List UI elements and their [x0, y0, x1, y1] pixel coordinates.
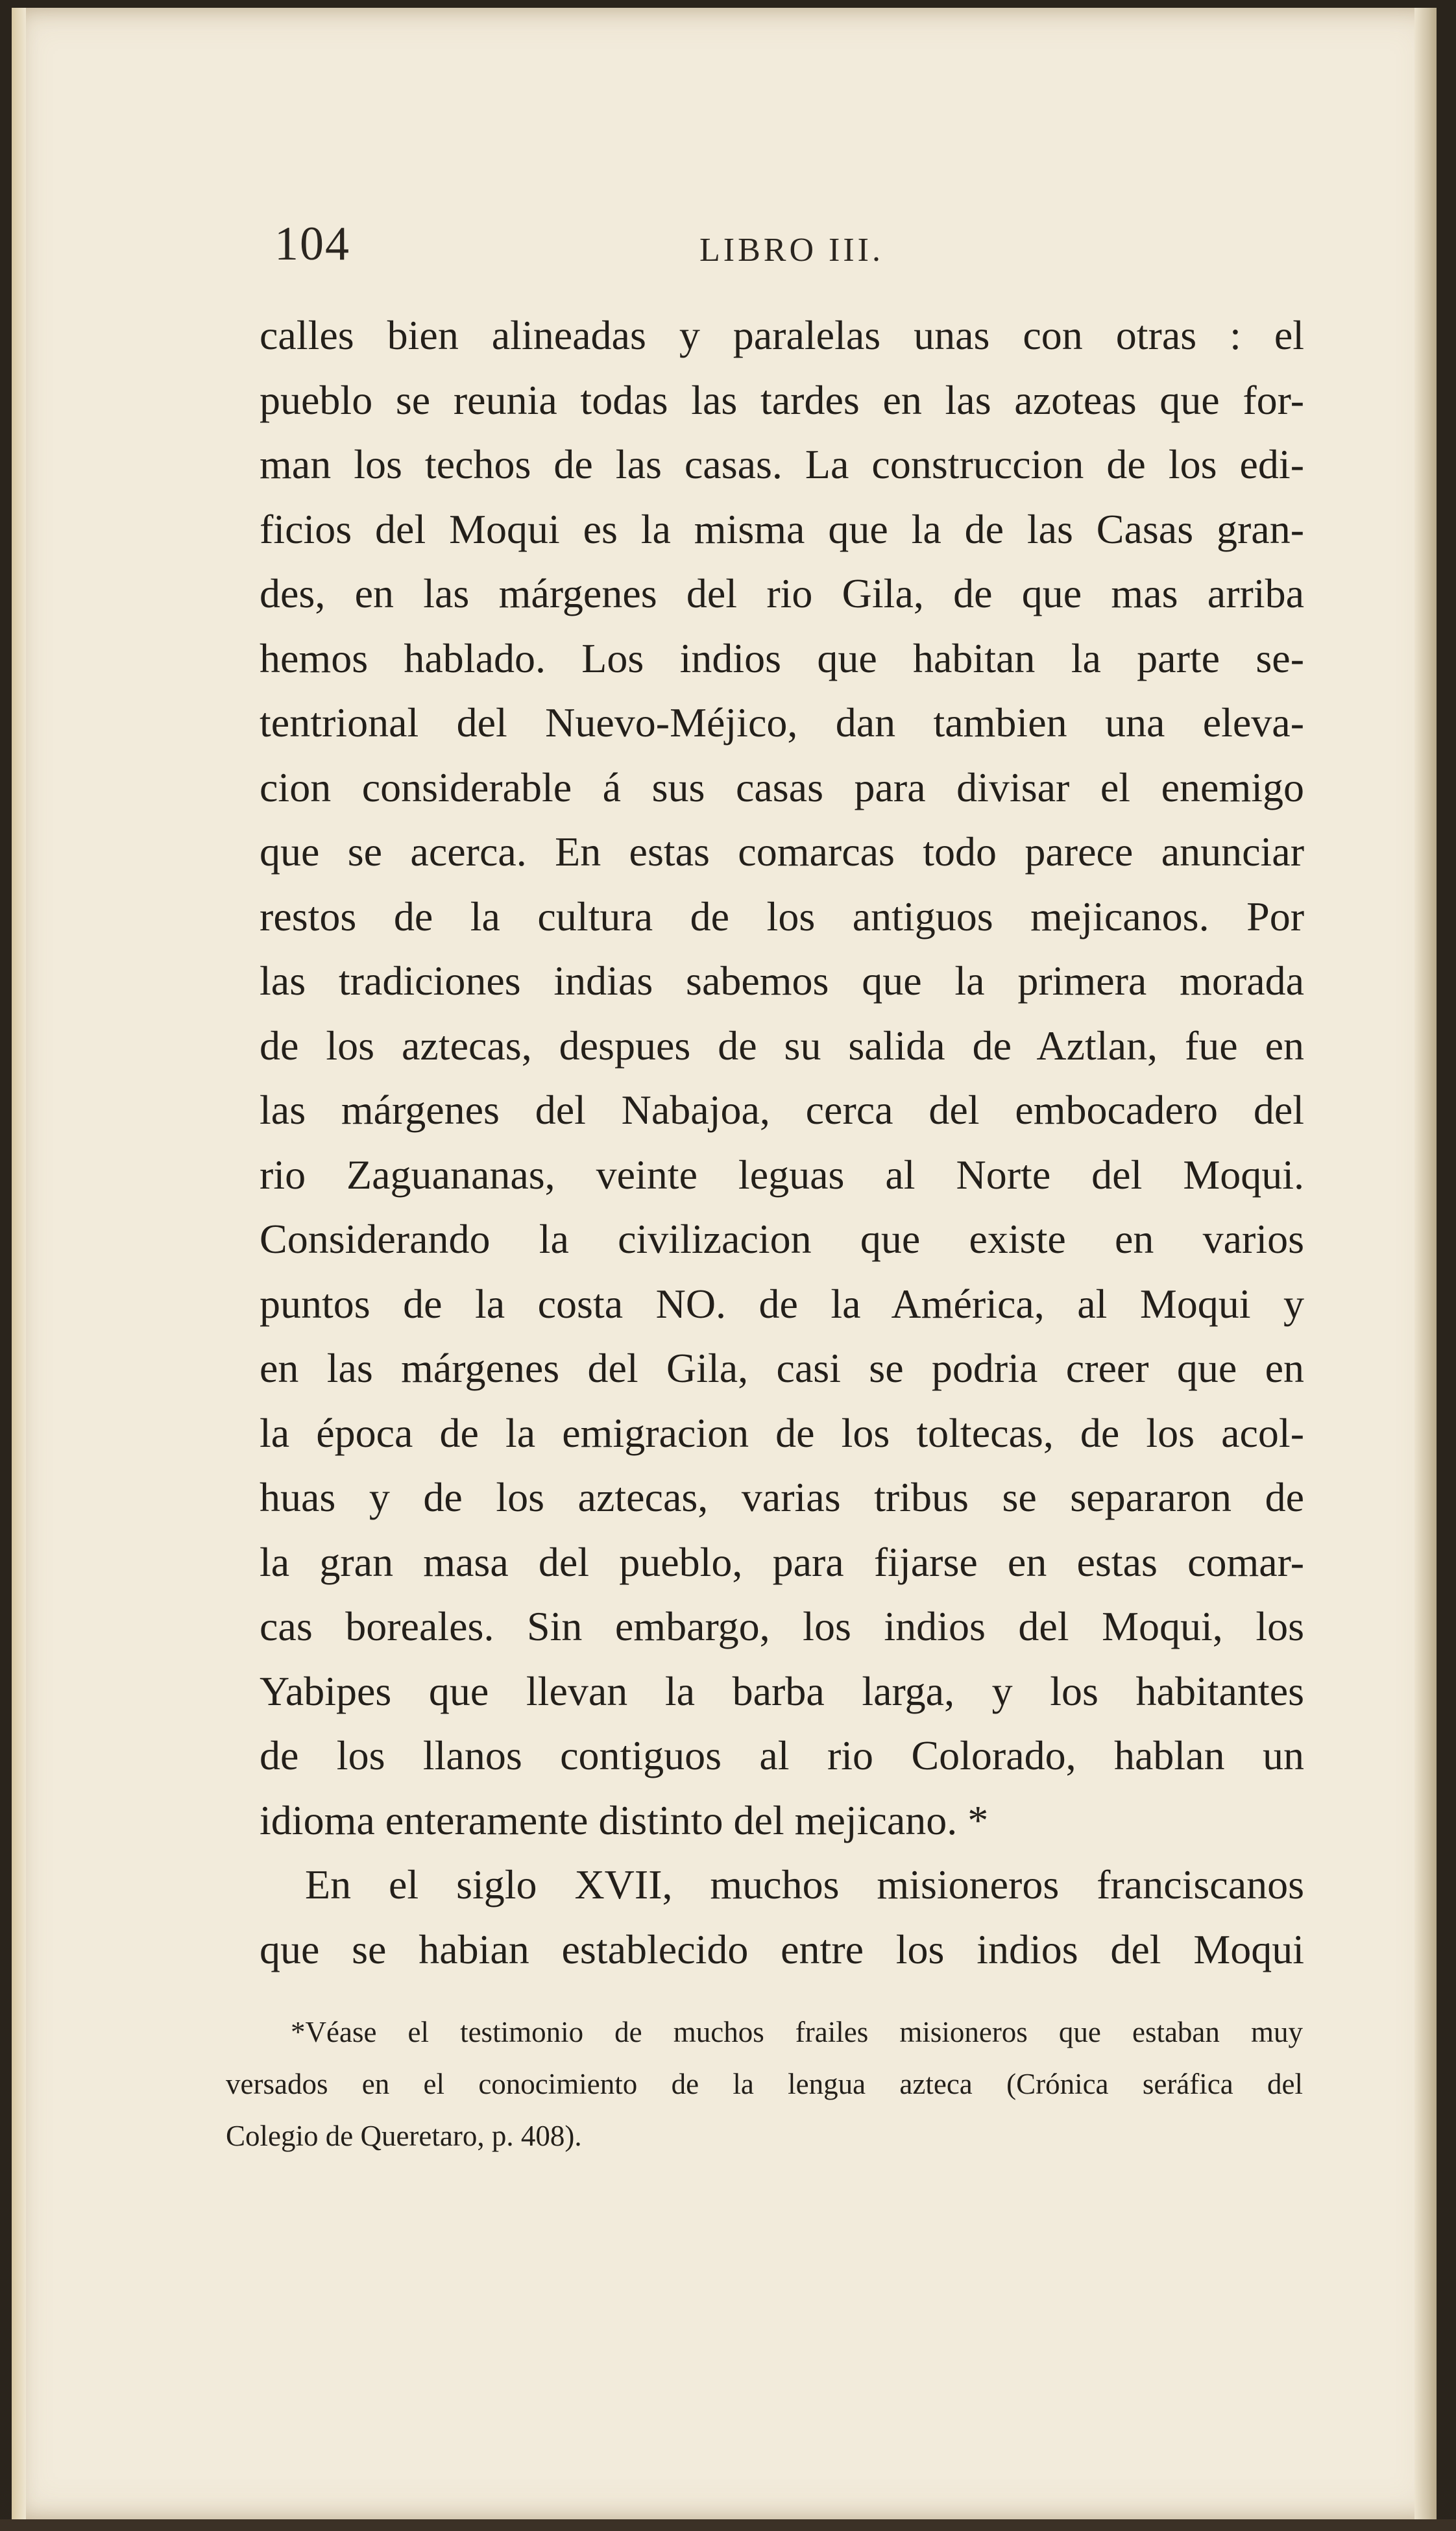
text-line: la gran masa del pueblo, para fijarse en estas comar-: [260, 1538, 1304, 1585]
page-number: 104: [274, 217, 350, 271]
text-line: puntos de la costa NO. de la América, al Moqui y: [260, 1280, 1304, 1327]
text-line: rio Zaguananas, veinte leguas al Norte del Moqui.: [260, 1151, 1304, 1198]
text-line: tentrional del Nuevo-Méjico, dan tambien una eleva-: [260, 699, 1304, 745]
text-line: calles bien alineadas y paralelas unas con otras : el: [260, 312, 1304, 358]
running-title: LIBRO III.: [699, 232, 884, 269]
text-line: ficios del Moqui es la misma que la de las Casas gran-: [260, 505, 1304, 552]
text-line: Yabipes que llevan la barba larga, y los habitantes: [260, 1667, 1304, 1714]
scan-bottom-edge: [0, 2519, 1456, 2531]
text-line: que se habian establecido entre los indios del Moqui: [260, 1926, 1304, 1972]
text-line: huas y de los aztecas, varias tribus se separaron de: [260, 1474, 1304, 1520]
text-line: Considerando la civilizacion que existe en varios: [260, 1216, 1304, 1262]
footnote: [226, 2006, 1303, 2162]
text-line: idioma enteramente distinto del mejicano. *: [260, 1797, 989, 1843]
running-head: [268, 217, 1313, 275]
page-left-edge: [12, 8, 26, 2520]
text-line: pueblo se reunia todas las tardes en las azoteas que for-: [260, 376, 1304, 423]
text-line: hemos hablado. Los indios que habitan la parte se-: [260, 635, 1304, 681]
text-line: man los techos de las casas. La construccion de los edi-: [260, 441, 1304, 487]
book-page: [12, 8, 1437, 2520]
footnote-line: *Véase el testimonio de muchos frailes misioneros que estaban muy: [291, 2016, 1303, 2048]
text-line: en las márgenes del Gila, casi se podria creer que en: [260, 1345, 1304, 1391]
text-line: des, en las márgenes del rio Gila, de que mas arriba: [260, 570, 1304, 616]
page-gutter: [1414, 8, 1437, 2520]
text-line: las tradiciones indias sabemos que la primera morada: [260, 958, 1304, 1004]
text-line: En el siglo XVII, muchos misioneros franciscanos: [305, 1861, 1304, 1907]
body-text: [260, 303, 1304, 1981]
text-line: cion considerable á sus casas para divisar el enemigo: [260, 764, 1304, 810]
footnote-line: versados en el conocimiento de la lengua azteca (Crónica seráfica del: [226, 2068, 1303, 2100]
text-line: las márgenes del Nabajoa, cerca del embocadero del: [260, 1087, 1304, 1133]
footnote-line: Colegio de Queretaro, p. 408).: [226, 2120, 582, 2152]
text-line: cas boreales. Sin embargo, los indios del Moqui, los: [260, 1603, 1304, 1649]
text-line: de los llanos contiguos al rio Colorado, hablan un: [260, 1732, 1304, 1778]
text-line: la época de la emigracion de los toltecas, de los acol-: [260, 1409, 1304, 1456]
text-line: restos de la cultura de los antiguos mejicanos. Por: [260, 893, 1304, 939]
text-line: que se acerca. En estas comarcas todo parece anunciar: [260, 829, 1304, 875]
text-line: de los aztecas, despues de su salida de Aztlan, fue en: [260, 1022, 1304, 1069]
